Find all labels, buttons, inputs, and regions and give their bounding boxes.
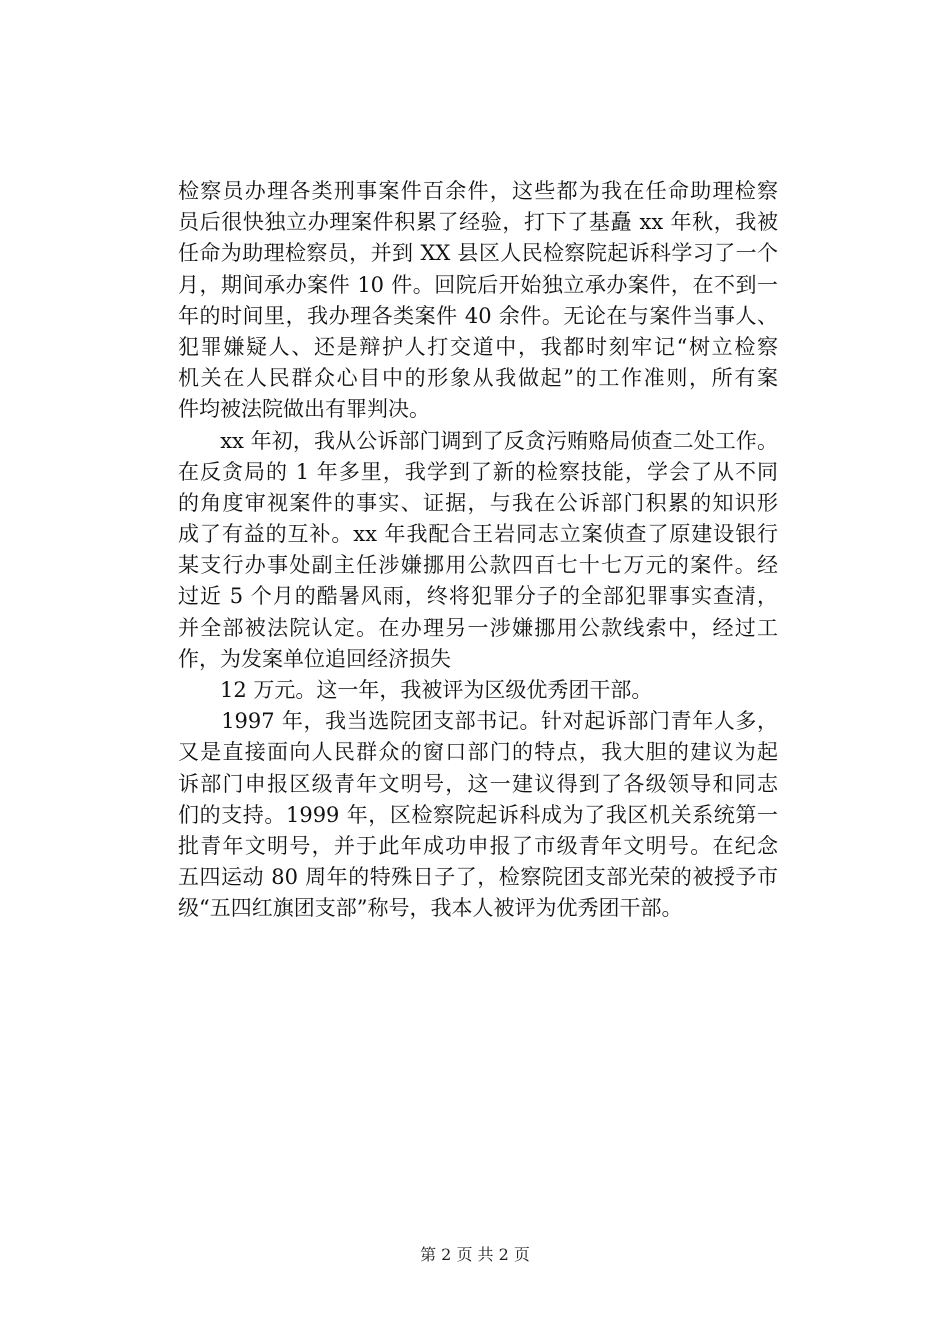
text-line: 犯罪嫌疑人、还是辩护人打交道中，我都时刻牢记“树立检察 [178,334,778,359]
document-body [178,176,778,925]
text-line: 的角度审视案件的事实、证据，与我在公诉部门积累的知识形 [178,490,778,515]
text-line: 批青年文明号，并于此年成功申报了市级青年文明号。在纪念 [178,833,778,858]
text-line: 1997 年，我当选院团支部书记。针对起诉部门青年人多， [178,709,778,734]
text-line: 任命为助理检察员，并到 XX 县区人民检察院起诉科学习了一个 [178,241,778,266]
text-line: xx 年初，我从公诉部门调到了反贪污贿赂局侦查二处工作。 [178,428,778,453]
text-line: 某支行办事处副主任涉嫌挪用公款四百七十七万元的案件。经 [178,553,778,578]
paragraph [178,426,778,676]
page-number-footer: 第 2 页 共 2 页 [420,1245,530,1264]
text-line: 月，期间承办案件 10 件。回院后开始独立承办案件，在不到一 [178,272,778,297]
text-line: 过近 5 个月的酷暑风雨，终将犯罪分子的全部犯罪事实查清， [178,584,778,609]
text-line: 12 万元。这一年，我被评为区级优秀团干部。 [178,678,653,702]
text-line: 件均被法院做出有罪判决。 [178,397,430,422]
text-line: 检察员办理各类刑事案件百余件，这些都为我在任命助理检察 [178,179,778,203]
text-line: 并全部被法院认定。在办理另一涉嫌挪用公款线索中，经过工 [178,615,778,640]
text-line: 们的支持。1999 年，区检察院起诉科成为了我区机关系统第一 [178,802,778,827]
text-line: 作，为发案单位追回经济损失 [178,646,451,671]
text-line: 五四运动 80 周年的特殊日子了，检察院团支部光荣的被授予市 [178,865,778,890]
text-line: 在反贪局的 1 年多里，我学到了新的检察技能，学会了从不同 [178,459,778,484]
paragraph [178,706,778,924]
text-line: 成了有益的互补。xx 年我配合王岩同志立案侦查了原建设银行 [178,522,778,547]
text-line: 年的时间里，我办理各类案件 40 余件。无论在与案件当事人、 [178,303,778,328]
text-line: 机关在人民群众心目中的形象从我做起”的工作准则，所有案 [178,366,778,391]
text-line: 级“五四红旗团支部”称号，我本人被评为优秀团干部。 [178,896,683,921]
text-line: 诉部门申报区级青年文明号，这一建议得到了各级领导和同志 [178,771,778,796]
text-line: 又是直接面向人民群众的窗口部门的特点，我大胆的建议为起 [178,740,778,765]
text-line: 员后很快独立办理案件积累了经验，打下了基矗 xx 年秋，我被 [178,210,778,235]
paragraph [178,176,778,426]
paragraph [178,675,778,706]
